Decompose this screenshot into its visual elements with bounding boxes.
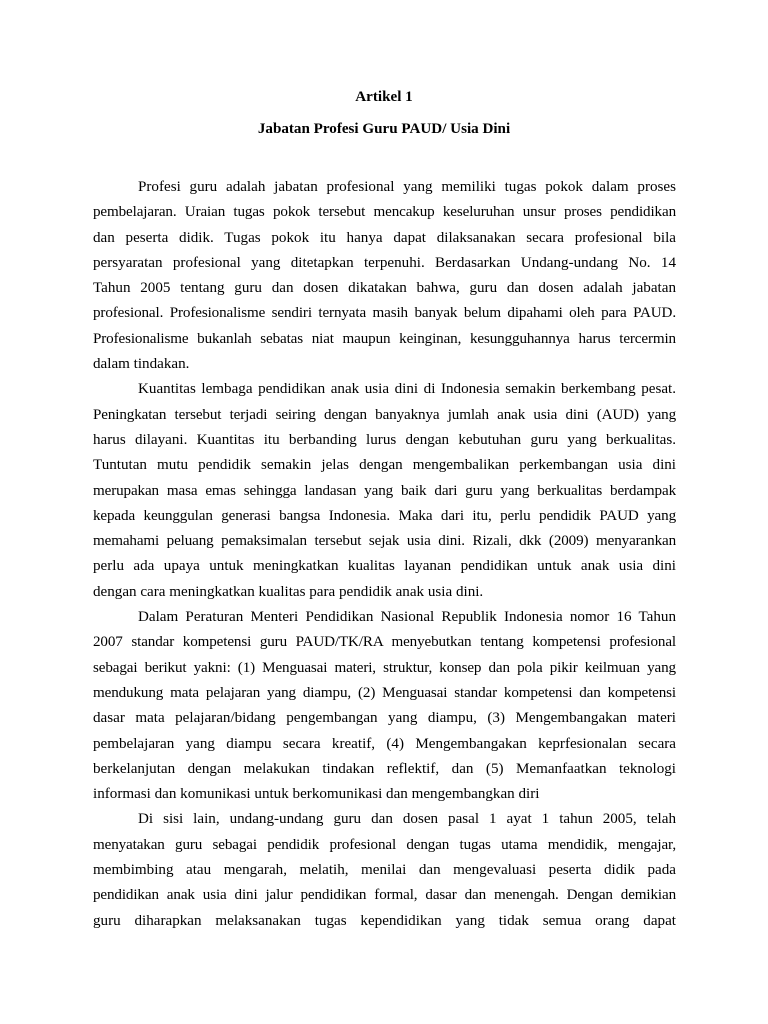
text-line: Dalam Peraturan Menteri Pendidikan Nasional Republik Indonesia nomor 16 Tahun — [138, 609, 676, 626]
text-line: dasar mata pelajaran/bidang pengembangan yang diampu, (3) Mengembangakan materi — [93, 710, 676, 727]
text-line: dan peserta didik. Tugas pokok itu hanya dapat dilaksanakan secara profesional bila — [93, 229, 676, 246]
text-line: harus dilayani. Kuantitas itu berbanding lurus dengan kebutuhan guru yang berkualitas. — [93, 431, 676, 448]
text-line: memahami peluang pemaksimalan tersebut sejak usia dini. Rizali, dkk (2009) menyarankan — [93, 533, 676, 550]
paragraph — [93, 377, 676, 605]
text-line: Di sisi lain, undang-undang guru dan dosen pasal 1 ayat 1 tahun 2005, telah — [138, 811, 676, 828]
text-line: pembelajaran yang diampu secara kreatif, (4) Mengembangakan keprfesionalan secara — [93, 735, 676, 752]
text-line: guru diharapkan melaksanakan tugas kependidikan yang tidak semua orang dapat — [93, 912, 676, 929]
text-line: dalam tindakan. — [93, 356, 190, 373]
text-line: pendidikan anak usia dini jalur pendidikan formal, dasar dan menengah. Dengan demikian — [93, 887, 676, 904]
text-line: sebagai berikut yakni: (1) Menguasai materi, struktur, konsep dan pola pikir keilmuan yang — [93, 659, 676, 676]
text-line: kepada keunggulan generasi bangsa Indonesia. Maka dari itu, perlu pendidik PAUD yang — [93, 507, 676, 524]
text-line: persyaratan profesional yang ditetapkan terpenuhi. Berdasarkan Undang-undang No. 14 — [93, 254, 676, 271]
text-line: Tuntutan mutu pendidik semakin jelas dengan mengembalikan perkembangan usia dini — [93, 457, 676, 474]
text-line: Profesi guru adalah jabatan profesional yang memiliki tugas pokok dalam proses — [138, 179, 676, 195]
paragraph — [93, 605, 676, 807]
text-line: 2007 standar kompetensi guru PAUD/TK/RA menyebutkan tentang kompetensi profesional — [93, 634, 676, 651]
text-line: profesional. Profesionalisme sendiri ternyata masih banyak belum dipahami oleh para PAUD. — [93, 305, 676, 322]
text-line: pembelajaran. Uraian tugas pokok tersebut mencakup keseluruhan unsur proses pendidikan — [93, 204, 676, 221]
paragraph — [93, 807, 676, 933]
text-line: Kuantitas lembaga pendidikan anak usia dini di Indonesia semakin berkembang pesat. — [138, 381, 676, 398]
text-line: Tahun 2005 tentang guru dan dosen dikatakan bahwa, guru dan dosen adalah jabatan — [93, 280, 676, 297]
paragraph — [93, 175, 676, 377]
document-title: Artikel 1 — [355, 89, 413, 105]
text-line: Profesionalisme bukanlah sebatas niat maupun keinginan, kesungguhannya harus tercermin — [93, 330, 676, 347]
text-line: membimbing atau mengarah, melatih, menilai dan mengevaluasi peserta didik pada — [93, 862, 676, 879]
text-line: dengan cara meningkatkan kualitas para pendidik anak usia dini. — [93, 583, 484, 600]
text-line: merupakan masa emas sehingga landasan yang baik dari guru yang berkualitas berdampak — [93, 482, 676, 499]
text-line: berkelanjutan dengan melakukan tindakan reflektif, dan (5) Memanfaatkan teknologi — [93, 760, 676, 777]
text-line: menyatakan guru sebagai pendidik profesional dengan tugas utama mendidik, mengajar, — [93, 836, 676, 853]
text-line: informasi dan komunikasi untuk berkomunikasi dan mengembangkan diri — [93, 786, 540, 803]
document-subtitle: Jabatan Profesi Guru PAUD/ Usia Dini — [257, 121, 511, 137]
document-body — [93, 175, 676, 934]
text-line: perlu ada upaya untuk meningkatkan kualitas layanan pendidikan untuk anak usia dini — [93, 558, 676, 575]
text-line: mendukung mata pelajaran yang diampu, (2) Menguasai standar kompetensi dan kompetensi — [93, 684, 676, 701]
text-line: Peningkatan tersebut terjadi seiring dengan banyaknya jumlah anak usia dini (AUD) yang — [93, 406, 676, 423]
